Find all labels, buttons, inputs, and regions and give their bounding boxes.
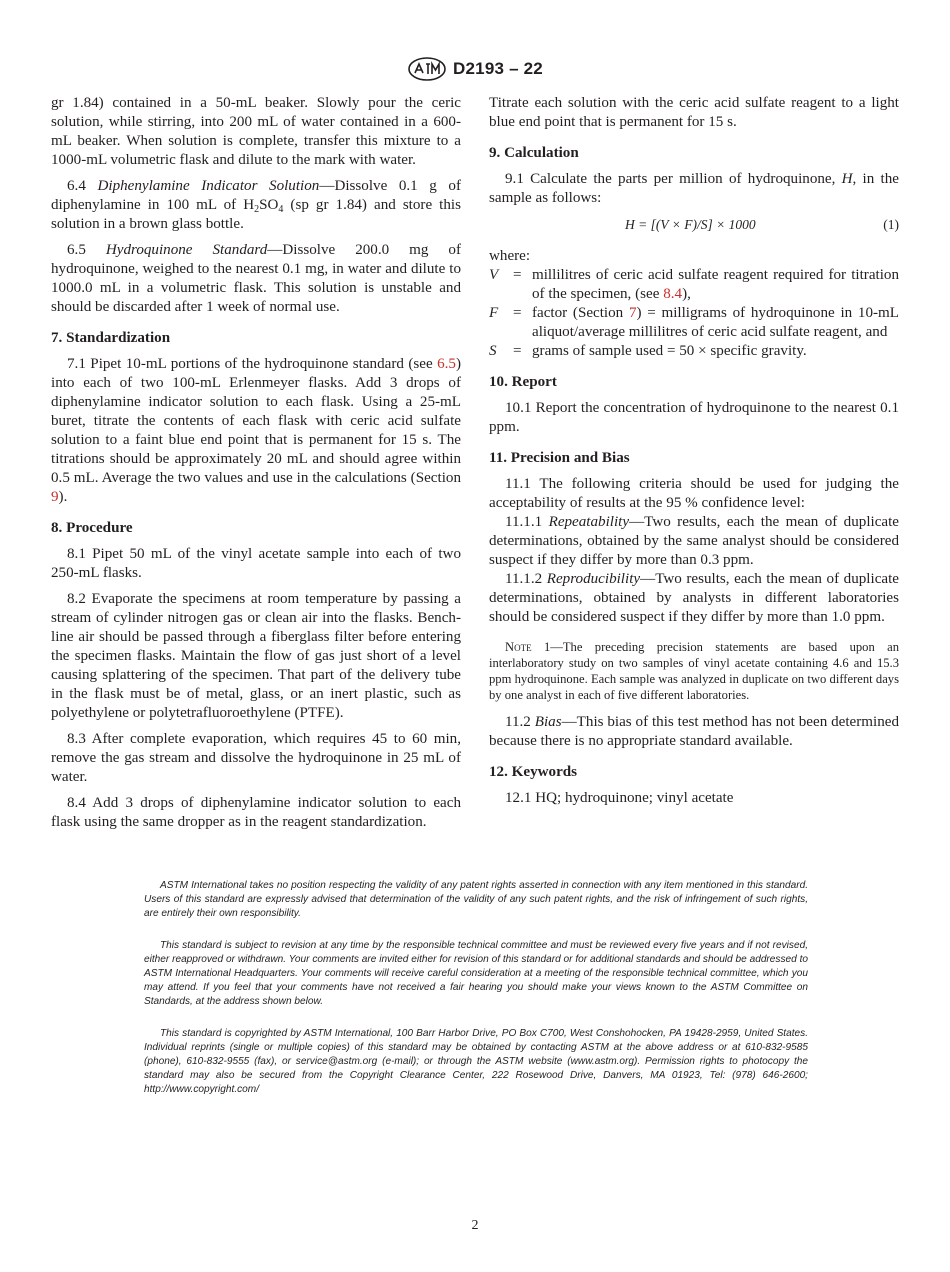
definition-v: V = millilitres of ceric acid sulfate reagent required for titration of the specimen, (see 8.4),	[489, 267, 899, 302]
paragraph-11-2: 11.2 Bias—This bias of this test method has not been determined because there is no appropriate standard available.	[489, 714, 899, 749]
definition-f: F = factor (Section 7) = milligrams of hydroquinone in 10-mL aliquot/average millilitres of ceric acid sulfate reagent, and	[489, 305, 899, 340]
equation-text: H = [(V × F)/S] × 1000	[625, 217, 756, 232]
paragraph-continued: Titrate each solution with the ceric acid sulfate reagent to a light blue end point that is permanent for 15 s.	[489, 95, 899, 130]
section-heading-12: 12. Keywords	[489, 764, 578, 780]
paragraph-11-1: 11.1 The following criteria should be used for judging the acceptability of results at the 95 % confidence level:	[489, 476, 899, 511]
footer-copyright-notice: This standard is copyrighted by ASTM International, 100 Barr Harbor Drive, PO Box C700, West Conshohocken, PA 19428-2959, United States. Individual reprints (single or multiple copies) of this standard may be obtained by contacting ASTM at the above address or at 610-832-9585 (phone), 610-832-9555 (fax), or service@astm.org (e-mail); or through the ASTM website (www.astm.org). Permission rights to photocopy the standard may also be secured from the Copyright Clearance Center, 222 Rosewood Drive, Danvers, MA 01923, Tel: (978) 646-2600; http://www.copyright.com/	[144, 1028, 808, 1095]
footer-patent-notice: ASTM International takes no position respecting the validity of any patent rights asserted in connection with any item mentioned in this standard. Users of this standard are expressly advised that determination of the validity of any such patent rights, and the risk of infringement of such rights, are entirely their own responsibility.	[144, 880, 808, 919]
section-heading-9: 9. Calculation	[489, 145, 579, 161]
link-6-5[interactable]: 6.5	[437, 356, 456, 372]
section-heading-8: 8. Procedure	[51, 520, 133, 536]
link-section-7[interactable]: 7	[628, 305, 637, 321]
paragraph-6-5: 6.5 Hydroquinone Standard—Dissolve 200.0 mg of hydroquinone, weighed to the nearest 0.1 mg, in water and dilute to 1000.0 mL in a volumetric flask. This solution is unstable and should be discarded after 1 week of normal use.	[51, 242, 461, 315]
paragraph-11-1-1: 11.1.1 Repeatability—Two results, each the mean of duplicate determinations, obtained by the same analyst should be considered suspect if they differ by more than 0.3 ppm.	[489, 514, 899, 568]
where-label: where:	[489, 248, 531, 264]
link-section-9[interactable]: 9	[51, 489, 59, 505]
paragraph-8-1: 8.1 Pipet 50 mL of the vinyl acetate sample into each of two 250-mL flasks.	[51, 546, 461, 581]
page-number: 2	[471, 1218, 479, 1233]
standard-designation: D2193 – 22	[453, 59, 543, 78]
section-heading-11: 11. Precision and Bias	[489, 450, 630, 466]
section-heading-7: 7. Standardization	[51, 330, 171, 346]
paragraph-continued: gr 1.84) contained in a 50-mL beaker. Slowly pour the ceric solution, while stirring, into 200 mL of water contained in a 600-mL beaker. When solution is complete, transfer this mixture to a 1000-mL volumetric flask and dilute to the mark with water.	[51, 95, 461, 168]
paragraph-8-4: 8.4 Add 3 drops of diphenylamine indicator solution to each flask using the same dropper as in the reagent standardization.	[51, 795, 461, 830]
equation-number: (1)	[883, 217, 899, 232]
definition-s: S = grams of sample used = 50 × specific gravity.	[489, 343, 807, 359]
astm-logo-icon	[407, 57, 447, 81]
equation-1	[489, 215, 899, 235]
paragraph-9-1: 9.1 Calculate the parts per million of hydroquinone, H, in the sample as follows:	[489, 171, 899, 206]
paragraph-11-1-2: 11.1.2 Reproducibility—Two results, each the mean of duplicate determinations, obtained by analysts in different laboratories should be considered suspect if they differ by more than 1.0 ppm.	[489, 571, 899, 625]
paragraph-6-4: 6.4 Diphenylamine Indicator Solution—Dissolve 0.1 g of diphenylamine in 100 mL of $H_2SO_4$ (sp gr 1.84) and store this solution in a brown glass bottle.	[51, 178, 462, 232]
left-column	[51, 94, 461, 839]
paragraph-8-2: 8.2 Evaporate the specimens at room temperature by passing a stream of cylinder nitrogen gas or clean air into the flasks. Bench-line air should be passed through a fiberglass filter before entering the specimen flasks. Maintain the flow of gas just short of a level causing splattering of the specimen. That part of the delivery tube in the flask must be of metal, glass, or an inert plastic, such as polyethylene or polytetrafluoroethylene (PTFE).	[51, 591, 461, 721]
paragraph-10-1: 10.1 Report the concentration of hydroquinone to the nearest 0.1 ppm.	[489, 400, 899, 435]
note-1: Note 1—The preceding precision statements are based upon an interlaboratory study on two samples of vinyl acetate containing 4.6 and 15.3 ppm hydroquinone. Each sample was analyzed in duplicate on two different days by one analyst in each of five different laboratories.	[489, 640, 899, 702]
section-heading-10: 10. Report	[489, 374, 557, 390]
paragraph-12-1: 12.1 HQ; hydroquinone; vinyl acetate	[505, 790, 734, 806]
paragraph-8-3: 8.3 After complete evaporation, which requires 45 to 60 min, remove the gas stream and dissolve the hydroquinone in 25 mL of water.	[51, 731, 461, 785]
paragraph-7-1: 7.1 Pipet 10-mL portions of the hydroquinone standard (see 6.5) into each of two 100-mL Erlenmeyer flasks. Add 3 drops of diphenylamine indicator solution to each flask. Using a 25-mL buret, titrate the contents of each flask with ceric acid sulfate solution to a faint blue end point that is permanent for 15 s. The titrations should be approximately 20 mL and should agree within 0.5 mL. Average the two values and use in the calculations (Section 9).	[51, 356, 461, 505]
footer-revision-notice: This standard is subject to revision at any time by the responsible technical committee and must be reviewed every five years and if not revised, either reapproved or withdrawn. Your comments are invited either for revision of this standard or for additional standards and should be addressed to ASTM International Headquarters. Your comments will receive careful consideration at a meeting of the responsible technical committee, which you may attend. If you feel that your comments have not received a fair hearing you should make your views known to the ASTM Committee on Standards, at the address shown below.	[144, 940, 808, 1007]
right-column	[489, 94, 899, 815]
link-8-4[interactable]: 8.4	[663, 286, 683, 302]
page-header	[0, 56, 950, 82]
